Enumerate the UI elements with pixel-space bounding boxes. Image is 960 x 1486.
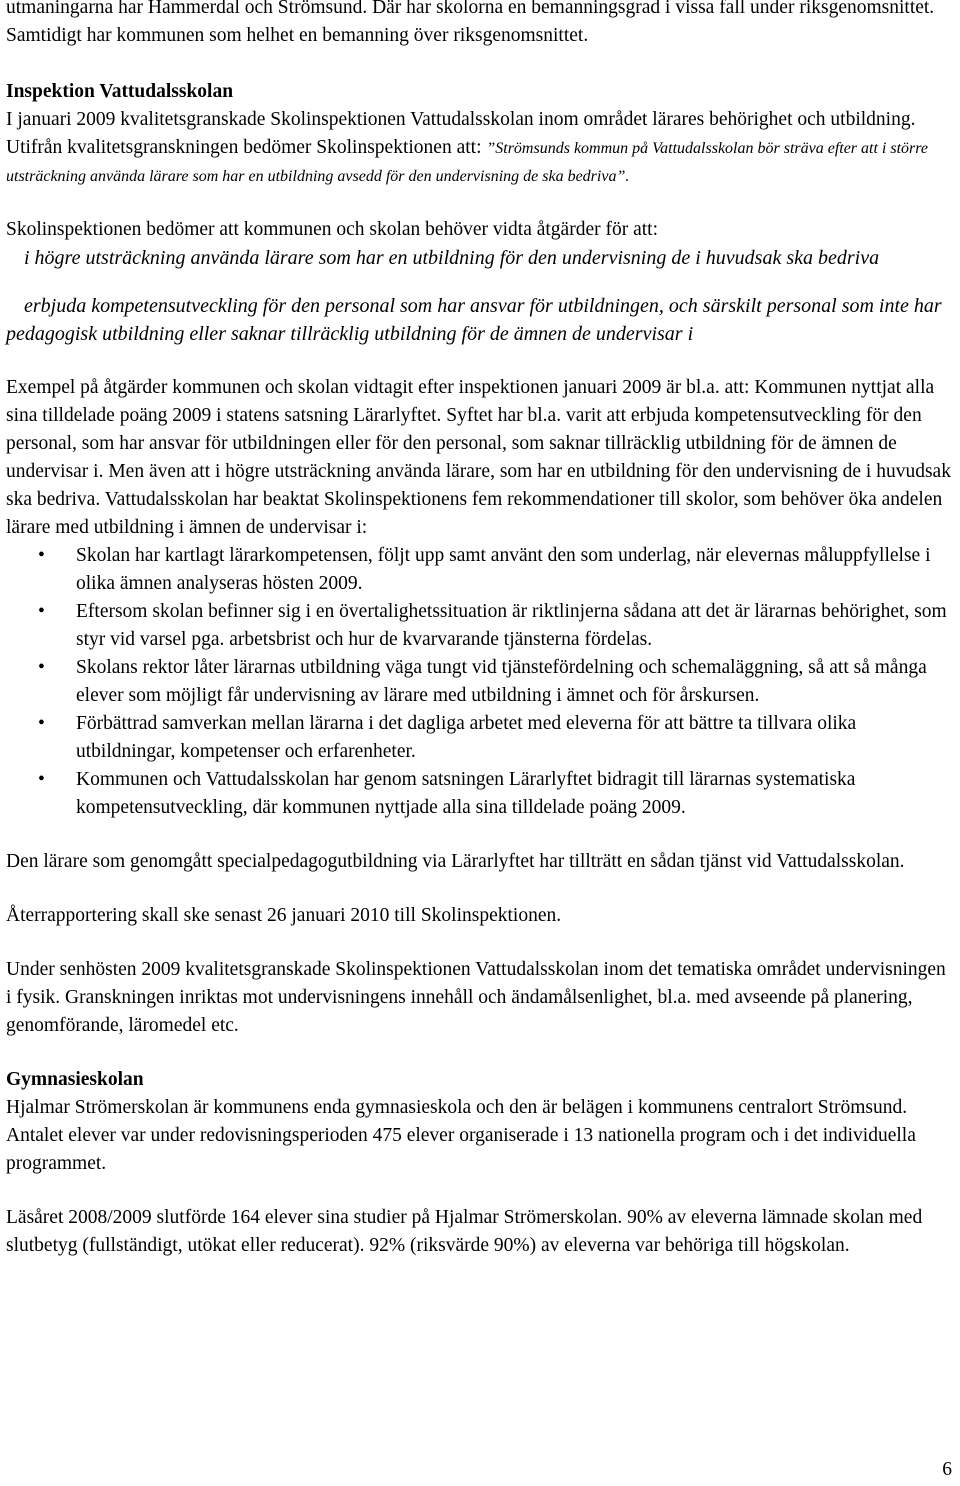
list-item	[6, 598, 954, 654]
list-item-text: Förbättrad samverkan mellan lärarna i det dagliga arbetet med eleverna för att bättre ta tillvara olika utbildningar, kompetenser och erfarenheter.	[76, 713, 857, 762]
measure-item-2: erbjuda kompetensutveckling för den personal som har ansvar för utbildningen, och särskilt personal som inte har pedagogisk utbildning eller saknar tillräcklig utbildning för de ämnen de undervisar i	[6, 295, 942, 345]
report-paragraph: Återrapportering skall ske senast 26 januari 2010 till Skolinspektionen.	[6, 905, 562, 926]
inspection-text: I januari 2009 kvalitetsgranskade Skolinspektionen Vattudalsskolan inom området lärares behörighet och utbildning. Utifrån kvalitetsgranskningen bedömer Skolinspektionen att:	[6, 109, 916, 158]
list-item-text: Skolans rektor låter lärarnas utbildning väga tungt vid tjänstefördelning och schemaläggning, så att så många elever som möjligt får undervisning av lärare med utbildning i ämnet och för årskursen.	[76, 657, 927, 706]
measure-item-1: i högre utsträckning använda lärare som har en utbildning för den undervisning de i huvudsak ska bedriva	[24, 247, 880, 269]
physics-paragraph: Under senhösten 2009 kvalitetsgranskade Skolinspektionen Vattudalsskolan inom det tematiska området undervisningen i fysik. Granskningen inriktas mot undervisningens innehåll och ändamålsenlighet, bl.a. med avseende på planering, genomförande, läromedel etc.	[6, 959, 946, 1036]
bullet-icon: •	[38, 545, 45, 566]
list-item-text: Kommunen och Vattudalsskolan har genom satsningen Lärarlyftet bidragit till lärarnas systematiska kompetensutveckling, där kommunen nyttjade alla sina tilldelade poäng 2009.	[76, 769, 856, 818]
inspection-paragraph	[6, 106, 954, 190]
list-item	[6, 766, 954, 822]
bullet-icon: •	[38, 601, 45, 622]
bullet-icon: •	[38, 769, 45, 790]
document-page	[6, 0, 954, 1260]
inspection-quote: ”Strömsunds kommun på Vattudalsskolan bör sträva efter att i större utsträckning använda lärare som har en utbildning avsedd för den undervisning de ska bedriva”.	[6, 140, 928, 185]
list-item-text: Eftersom skolan befinner sig i en övertalighetssituation är riktlinjerna sådana att det är lärarnas behörighet, som styr vid varsel pga. arbetsbrist och hur de kvarvarande tjänsterna fördelas.	[76, 601, 947, 650]
inspection-heading: Inspektion Vattudalsskolan	[6, 81, 234, 102]
list-item	[6, 542, 954, 598]
results-paragraph: Läsåret 2008/2009 slutförde 164 elever sina studier på Hjalmar Strömerskolan. 90% av eleverna lämnade skolan med slutbetyg (fullständigt, utökat eller reducerat). 92% (riksvärde 90%) av eleverna var behöriga till högskolan.	[6, 1207, 923, 1256]
gymnasium-paragraph: Hjalmar Strömerskolan är kommunens enda gymnasieskola och den är belägen i kommunens centralort Strömsund. Antalet elever var under redovisningsperioden 475 elever organiserade i 13 nationella program och i det individuella programmet.	[6, 1097, 916, 1174]
page-number: 6	[942, 1459, 952, 1480]
intro-paragraph: utmaningarna har Hammerdal och Strömsund. Där har skolorna en bemanningsgrad i vissa fall under riksgenomsnittet. Samtidigt har kommunen som helhet en bemanning över riksgenomsnittet.	[6, 0, 935, 46]
special-ed-paragraph: Den lärare som genomgått specialpedagogutbildning via Lärarlyftet har tillträtt en sådan tjänst vid Vattudalsskolan.	[6, 851, 905, 872]
recommendation-list	[6, 542, 954, 822]
actions-paragraph: Exempel på åtgärder kommunen och skolan vidtagit efter inspektionen januari 2009 är bl.a. att: Kommunen nyttjat alla sina tilldelade poäng 2009 i statens satsning Lärarlyftet. Syftet har bl.a. varit att erbjuda kompetensutveckling för den personal, som har ansvar för utbildningen eller för den personal, som saknar tillräcklig utbildning för de ämnen de undervisar i. Men även att i högre utsträckning använda lärare, som har en utbildning för den undervisning de i huvudsak ska bedriva. Vattudalsskolan har beaktat Skolinspektionens fem rekommendationer till skolor, som behöver öka andelen lärare med utbildning i ämnen de undervisar i:	[6, 377, 951, 538]
gymnasium-heading: Gymnasieskolan	[6, 1069, 144, 1090]
list-item	[6, 710, 954, 766]
list-item	[6, 654, 954, 710]
measures-intro: Skolinspektionen bedömer att kommunen och skolan behöver vidta åtgärder för att:	[6, 219, 658, 240]
list-item-text: Skolan har kartlagt lärarkompetensen, följt upp samt använt den som underlag, när elevernas måluppfyllelse i olika ämnen analyseras hösten 2009.	[76, 545, 931, 594]
bullet-icon: •	[38, 713, 45, 734]
bullet-icon: •	[38, 657, 45, 678]
